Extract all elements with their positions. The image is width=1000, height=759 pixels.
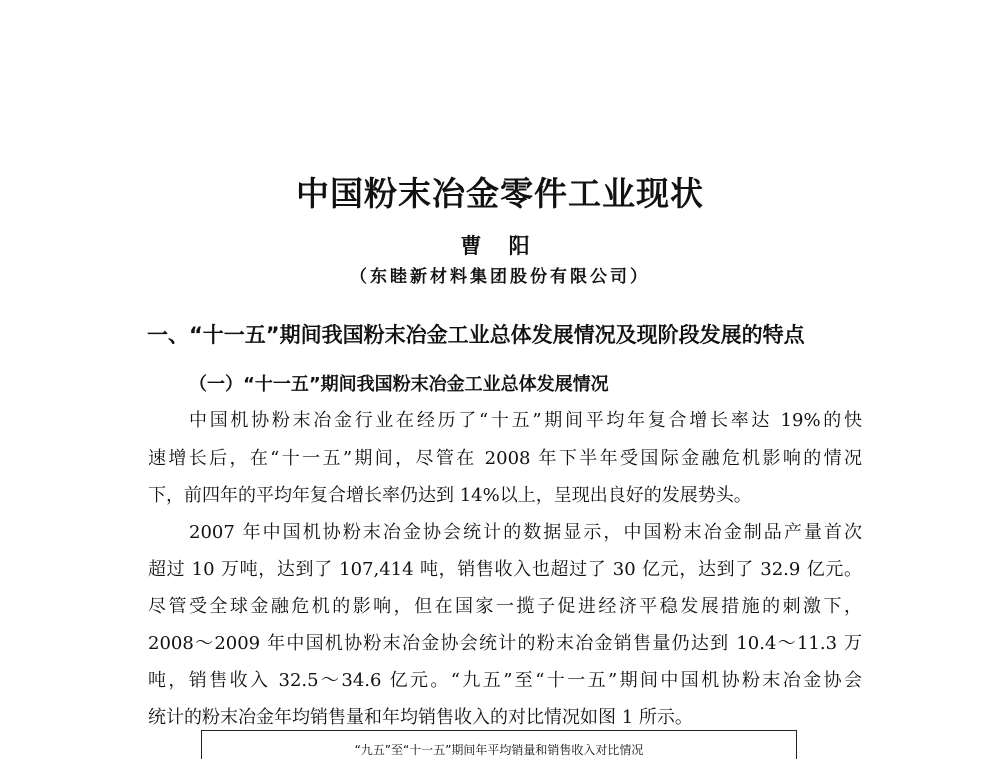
paragraph-line: 超过 10 万吨，达到了 107,414 吨，销售收入也超过了 30 亿元，达到了 32.9 亿元。	[148, 559, 862, 580]
paragraph-line: 尽管受全球金融危机的影响，但在国家一揽子促进经济平稳发展措施的刺激下，	[148, 596, 862, 617]
figure-caption: “九五”至“十一五”期间年平均销量和销售收入对比情况	[354, 743, 644, 757]
paragraph-line: 吨，销售收入 32.5～34.6 亿元。“九五”至“十一五”期间中国机协粉末冶金协会	[148, 670, 862, 691]
paragraph-line: 统计的粉末冶金年均销售量和年均销售收入的对比情况如图 1 所示。	[148, 707, 693, 728]
paragraph-line: 速增长后，在“十一五”期间，尽管在 2008 年下半年受国际金融危机影响的情况	[148, 448, 862, 469]
paragraph-line: 中国机协粉末冶金行业在经历了“十五”期间平均年复合增长率达 19%的快	[189, 410, 862, 431]
paragraph-line: 2007 年中国机协粉末冶金协会统计的数据显示，中国粉末冶金制品产量首次	[189, 522, 862, 543]
paragraph-line: 2008～2009 年中国机协粉末冶金协会统计的粉末冶金销售量仍达到 10.4～11.3 万	[148, 633, 862, 654]
section-heading: 一、“十一五”期间我国粉末冶金工业总体发展情况及现阶段发展的特点	[147, 323, 805, 347]
author-affiliation: （东睦新材料集团股份有限公司）	[350, 267, 650, 287]
paragraph-line: 下，前四年的平均年复合增长率仍达到 14%以上，呈现出良好的发展势头。	[148, 485, 752, 506]
document-title: 中国粉末冶金零件工业现状	[296, 174, 704, 213]
author-name: 曹 阳	[460, 233, 540, 258]
subsection-heading: （一）“十一五”期间我国粉末冶金工业总体发展情况	[189, 374, 609, 395]
